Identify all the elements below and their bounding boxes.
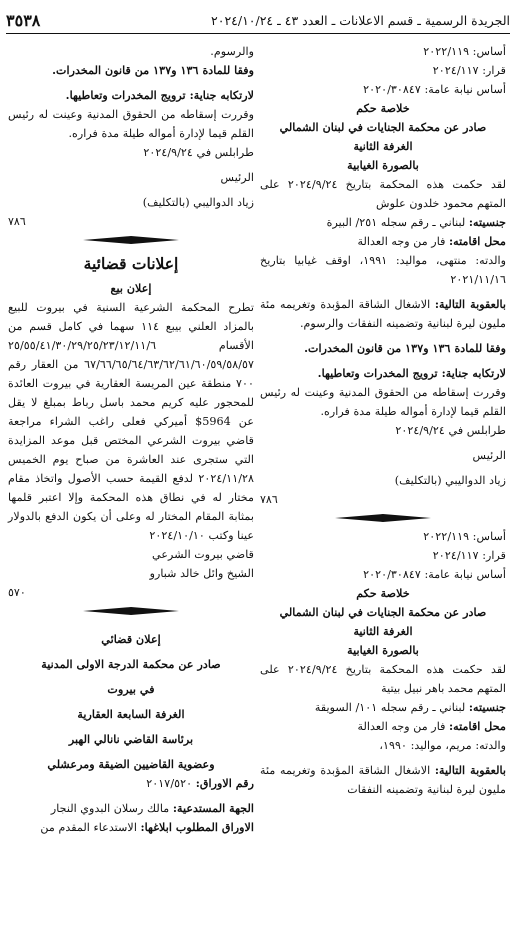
- case-basis: أساس: ٢٠٢٢/١١٩: [423, 45, 506, 58]
- crime-line: لارتكابه جناية: ترويج المخدرات وتعاطيها.: [65, 88, 254, 102]
- page-number: ٣٥٣٨: [6, 10, 41, 30]
- nationality-value: لبناني ـ رقم سجله ٢٥١/ البيرة: [326, 216, 466, 229]
- ruling-text: لقد حكمت هذه المحكمة بتاريخ ٢٠٢٤/٩/٢٤ على المتهم محمود خلدون علوش: [260, 178, 507, 210]
- papers-label: الاوراق المطلوب ابلاغها:: [140, 820, 254, 834]
- file-line: [8, 774, 254, 793]
- file-label: رقم الاوراق:: [195, 776, 254, 790]
- crime-line: لارتكابه جناية: ترويج المخدرات وتعاطيها.: [317, 366, 506, 380]
- civil-rights: وقررت إسقاطه من الحقوق المدنية وعينت له رئيس القلم قيما لإدارة أمواله طيلة مدة فراره.: [260, 386, 506, 418]
- papers-line: [8, 818, 254, 837]
- separator-ornament: [260, 511, 506, 525]
- court-city: في بيروت: [107, 682, 155, 696]
- section-title: إعلانات قضائية: [83, 254, 179, 273]
- penalty-line: [260, 761, 506, 799]
- residence-label: محل اقامته:: [449, 234, 506, 248]
- case-decision: قرار: ٢٠٢٤/١١٧: [432, 549, 506, 562]
- residence-line: [260, 717, 506, 736]
- file-value: ٢٠١٧/٥٢٠: [146, 777, 193, 790]
- right-column: [260, 42, 506, 799]
- law-articles: وفقا للمادة ١٣٦ و١٣٧ من قانون المخدرات.: [304, 341, 506, 355]
- residence-value: فار من وجه العدالة: [357, 235, 446, 248]
- chamber: الغرفة السابعة العقارية: [77, 707, 185, 721]
- sale-title: إعلان بيع: [110, 281, 152, 295]
- separator-ornament: [8, 233, 254, 247]
- papers-value: الاستدعاء المقدم من: [40, 821, 137, 834]
- sale-body: تطرح المحكمة الشرعية السنية في بيروت للبيع بالمزاد العلني بيبع ١١٤ سهما في كامل قسم من الأقسام ٢٥/٥٥/٤١/٣٠/٢٩/٢٥/٢٣/١٢/١١/٦ ٦٧/٦٦/٦٥/٦٤/٦٣/٦٢/٦١/٦٠/٥٩/٥٨/٥٧ من العقار رقم ٧٠٠ منطقة عين المريسة العقارية في بيروت العائدة للمحجور عليه كريم محمد باسل رباط بمبلغ لا يقل عن 5964$ أميركي فعلى راغب الشراء مراجعة قاضي بيروت الشرعي المختص قبل موعد المزايدة التي ستجرى عند العاشرة من صباح يوم الخميس ٢٠٢٤/١١/٢٨ لدفع القيمة حسب الأصول واتخاذ مقام مختار له في نطاق هذه المحكمة وإلا اعتبر قلمها بمثابة المقام المختار له وعلى أن يكون الدفع بالدولار عينا وكتب ٢٠٢٤/١٠/١٠: [8, 301, 255, 542]
- publication-number: ٥٧٠: [8, 586, 26, 599]
- place-date: طرابلس في ٢٠٢٤/٩/٢٤: [143, 146, 254, 159]
- summary-title: خلاصة حكم: [356, 586, 410, 600]
- case-prosecution-basis: أساس نيابة عامة: ٢٠٢٠/٣٠٨٤٧: [363, 83, 506, 96]
- civil-rights: وقررت إسقاطه من الحقوق المدنية وعينت له رئيس القلم قيما لإدارة أمواله طيلة مدة فراره.: [8, 108, 254, 140]
- page-header: [6, 8, 510, 32]
- penalty-text: الاشغال الشاقة المؤبدة وتغريمه مئة مليون ليرة لبنانية وتضمينه النفقات والرسوم.: [260, 298, 506, 330]
- ruling-text: لقد حكمت هذه المحكمة بتاريخ ٢٠٢٤/٩/٢٤ على المتهم محمد باهر نبيل بيتية: [260, 663, 507, 695]
- header-rule: [6, 33, 510, 34]
- president-name: زياد الدواليبي (بالتكليف): [142, 196, 254, 209]
- penalty-line: [260, 295, 506, 333]
- nationality-line: [260, 213, 506, 232]
- left-column: [8, 42, 254, 837]
- in-absentia: بالصورة الغيابية: [347, 158, 419, 172]
- case-decision: قرار: ٢٠٢٤/١١٧: [432, 64, 506, 77]
- nationality-label: جنسيته:: [468, 700, 506, 714]
- residence-value: فار من وجه العدالة: [357, 720, 446, 733]
- gazette-title: الجريدة الرسمية ـ قسم الاعلانات ـ العدد ٤٣ ـ ٢٠٢٤/١٠/٢٤: [211, 12, 510, 28]
- president-name: زياد الدواليبي (بالتكليف): [394, 474, 506, 487]
- court-line: صادر عن محكمة الدرجة الاولى المدنية: [41, 657, 221, 671]
- nationality-label: جنسيته:: [468, 215, 506, 229]
- separator-ornament: [8, 604, 254, 618]
- sale-signer-title: قاضي بيروت الشرعي: [152, 548, 254, 561]
- penalty-text: الاشغال الشاقة المؤبدة وتغريمه مئة مليون ليرة لبنانية وتضمينه النفقات: [260, 764, 506, 796]
- place-date: طرابلس في ٢٠٢٤/٩/٢٤: [395, 424, 506, 437]
- court-line: صادر عن محكمة الجنايات في لبنان الشمالي: [279, 605, 487, 619]
- president-title: الرئيس: [220, 171, 254, 184]
- court-line: صادر عن محكمة الجنايات في لبنان الشمالي: [279, 120, 487, 134]
- chamber: الغرفة الثانية: [353, 624, 413, 638]
- petitioner-label: الجهة المستدعية:: [172, 801, 254, 815]
- residence-line: [260, 232, 506, 251]
- petitioner-line: [8, 799, 254, 818]
- presidency: برئاسة القاضي نانالي الهبر: [68, 732, 194, 746]
- sale-signer-name: الشيخ وائل خالد شبارو: [149, 567, 254, 580]
- publication-number: ٧٨٦: [260, 493, 278, 506]
- petitioner-value: مالك رسلان البدوي النجار: [50, 802, 170, 815]
- penalty-label: بالعقوبة التالية:: [434, 763, 506, 777]
- residence-label: محل اقامته:: [449, 719, 506, 733]
- nationality-line: [260, 698, 506, 717]
- members: وعضوية القاضيين الضيقة ومرعشلي: [47, 757, 215, 771]
- in-absentia: بالصورة الغيابية: [347, 643, 419, 657]
- summary-title: خلاصة حكم: [356, 101, 410, 115]
- judicial-title: إعلان قضائي: [101, 632, 161, 646]
- case-prosecution-basis: أساس نيابة عامة: ٢٠٢٠/٣٠٨٤٧: [363, 568, 506, 581]
- president-title: الرئيس: [472, 449, 506, 462]
- law-articles: وفقا للمادة ١٣٦ و١٣٧ من قانون المخدرات.: [52, 63, 254, 77]
- mother-dob: والدته: مريم، مواليد: ١٩٩٠،: [379, 739, 506, 752]
- case-basis: أساس: ٢٠٢٢/١١٩: [423, 530, 506, 543]
- chamber: الغرفة الثانية: [353, 139, 413, 153]
- nationality-value: لبناني ـ رقم سجله ١٠١/ السويقة: [314, 701, 466, 714]
- fees-line: والرسوم.: [210, 45, 254, 58]
- mother-dob: والدته: منتهى، مواليد: ١٩٩١، اوقف غيابيا بتاريخ ٢٠٢١/١١/١٦: [260, 254, 507, 286]
- penalty-label: بالعقوبة التالية:: [434, 297, 506, 311]
- publication-number: ٧٨٦: [8, 215, 26, 228]
